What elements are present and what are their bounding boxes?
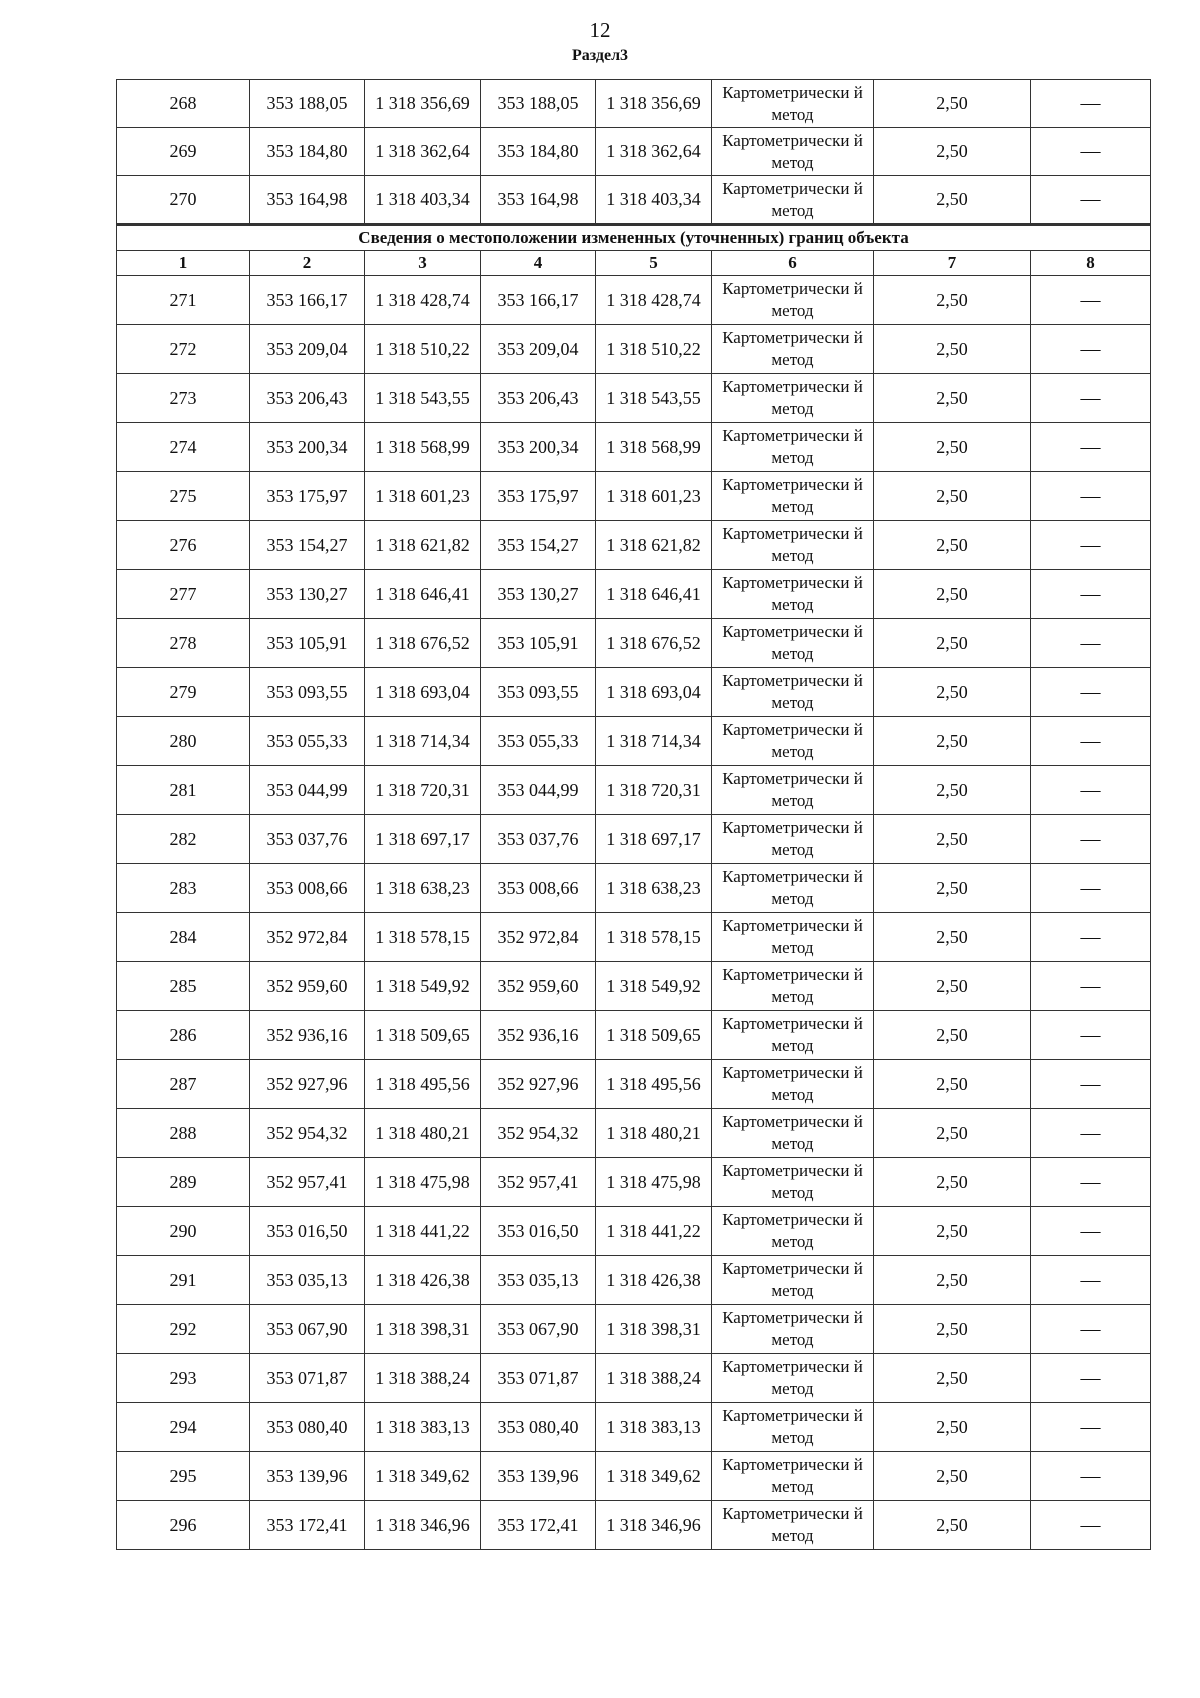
y-coordinate-new: 1 318 346,96	[596, 1501, 712, 1550]
point-number: 288	[117, 1109, 250, 1158]
table-row	[117, 128, 1151, 176]
note: —	[1031, 619, 1151, 668]
note: —	[1031, 423, 1151, 472]
x-coordinate-new: 353 172,41	[481, 1501, 596, 1550]
x-coordinate: 353 172,41	[250, 1501, 365, 1550]
x-coordinate-new: 352 936,16	[481, 1011, 596, 1060]
accuracy: 2,50	[874, 1305, 1031, 1354]
point-number: 290	[117, 1207, 250, 1256]
accuracy: 2,50	[874, 176, 1031, 225]
x-coordinate-new: 353 067,90	[481, 1305, 596, 1354]
determination-method: Картометрически й метод	[712, 1011, 874, 1060]
x-coordinate: 353 080,40	[250, 1403, 365, 1452]
determination-method: Картометрически й метод	[712, 864, 874, 913]
point-number: 274	[117, 423, 250, 472]
x-coordinate: 353 105,91	[250, 619, 365, 668]
x-coordinate: 353 037,76	[250, 815, 365, 864]
point-number: 269	[117, 128, 250, 176]
x-coordinate: 353 035,13	[250, 1256, 365, 1305]
y-coordinate-new: 1 318 720,31	[596, 766, 712, 815]
y-coordinate: 1 318 480,21	[365, 1109, 481, 1158]
y-coordinate: 1 318 509,65	[365, 1011, 481, 1060]
determination-method: Картометрически й метод	[712, 176, 874, 225]
accuracy: 2,50	[874, 374, 1031, 423]
accuracy: 2,50	[874, 1256, 1031, 1305]
y-coordinate-new: 1 318 509,65	[596, 1011, 712, 1060]
y-coordinate: 1 318 362,64	[365, 128, 481, 176]
y-coordinate-new: 1 318 646,41	[596, 570, 712, 619]
y-coordinate: 1 318 426,38	[365, 1256, 481, 1305]
note: —	[1031, 374, 1151, 423]
accuracy: 2,50	[874, 128, 1031, 176]
note: —	[1031, 717, 1151, 766]
point-number: 281	[117, 766, 250, 815]
x-coordinate: 353 071,87	[250, 1354, 365, 1403]
accuracy: 2,50	[874, 766, 1031, 815]
section-title: Раздел3	[571, 47, 629, 64]
point-number: 277	[117, 570, 250, 619]
x-coordinate-new: 353 154,27	[481, 521, 596, 570]
note: —	[1031, 325, 1151, 374]
accuracy: 2,50	[874, 1158, 1031, 1207]
x-coordinate: 353 055,33	[250, 717, 365, 766]
table-row	[117, 766, 1151, 815]
table-row	[117, 1403, 1151, 1452]
y-coordinate: 1 318 568,99	[365, 423, 481, 472]
determination-method: Картометрически й метод	[712, 1207, 874, 1256]
table-row	[117, 423, 1151, 472]
table-row	[117, 80, 1151, 128]
accuracy: 2,50	[874, 864, 1031, 913]
point-number: 283	[117, 864, 250, 913]
y-coordinate-new: 1 318 480,21	[596, 1109, 712, 1158]
x-coordinate: 352 936,16	[250, 1011, 365, 1060]
y-coordinate: 1 318 349,62	[365, 1452, 481, 1501]
column-numbers-row	[117, 251, 1151, 276]
determination-method: Картометрически й метод	[712, 325, 874, 374]
column-number: 8	[1031, 251, 1151, 276]
y-coordinate: 1 318 697,17	[365, 815, 481, 864]
y-coordinate: 1 318 714,34	[365, 717, 481, 766]
x-coordinate-new: 353 071,87	[481, 1354, 596, 1403]
y-coordinate: 1 318 549,92	[365, 962, 481, 1011]
accuracy: 2,50	[874, 325, 1031, 374]
determination-method: Картометрически й метод	[712, 1305, 874, 1354]
determination-method: Картометрически й метод	[712, 1354, 874, 1403]
x-coordinate-new: 352 959,60	[481, 962, 596, 1011]
determination-method: Картометрически й метод	[712, 962, 874, 1011]
point-number: 278	[117, 619, 250, 668]
point-number: 268	[117, 80, 250, 128]
note: —	[1031, 1158, 1151, 1207]
y-coordinate: 1 318 495,56	[365, 1060, 481, 1109]
x-coordinate: 352 972,84	[250, 913, 365, 962]
y-coordinate-new: 1 318 549,92	[596, 962, 712, 1011]
x-coordinate-new: 353 130,27	[481, 570, 596, 619]
table-row	[117, 276, 1151, 325]
note: —	[1031, 913, 1151, 962]
note: —	[1031, 521, 1151, 570]
x-coordinate: 353 130,27	[250, 570, 365, 619]
x-coordinate-new: 353 166,17	[481, 276, 596, 325]
y-coordinate-new: 1 318 362,64	[596, 128, 712, 176]
note: —	[1031, 176, 1151, 225]
point-number: 286	[117, 1011, 250, 1060]
y-coordinate-new: 1 318 428,74	[596, 276, 712, 325]
table-row	[117, 815, 1151, 864]
x-coordinate-new: 352 927,96	[481, 1060, 596, 1109]
table-row	[117, 1256, 1151, 1305]
y-coordinate-new: 1 318 697,17	[596, 815, 712, 864]
x-coordinate-new: 353 209,04	[481, 325, 596, 374]
note: —	[1031, 276, 1151, 325]
y-coordinate-new: 1 318 403,34	[596, 176, 712, 225]
x-coordinate: 353 044,99	[250, 766, 365, 815]
x-coordinate-new: 353 139,96	[481, 1452, 596, 1501]
y-coordinate: 1 318 601,23	[365, 472, 481, 521]
accuracy: 2,50	[874, 962, 1031, 1011]
determination-method: Картометрически й метод	[712, 1060, 874, 1109]
table-row	[117, 374, 1151, 423]
point-number: 275	[117, 472, 250, 521]
determination-method: Картометрически й метод	[712, 276, 874, 325]
accuracy: 2,50	[874, 1501, 1031, 1550]
note: —	[1031, 128, 1151, 176]
y-coordinate-new: 1 318 601,23	[596, 472, 712, 521]
y-coordinate-new: 1 318 495,56	[596, 1060, 712, 1109]
x-coordinate-new: 353 164,98	[481, 176, 596, 225]
x-coordinate: 353 139,96	[250, 1452, 365, 1501]
y-coordinate: 1 318 383,13	[365, 1403, 481, 1452]
accuracy: 2,50	[874, 717, 1031, 766]
accuracy: 2,50	[874, 1452, 1031, 1501]
note: —	[1031, 570, 1151, 619]
y-coordinate: 1 318 441,22	[365, 1207, 481, 1256]
point-number: 294	[117, 1403, 250, 1452]
table-row	[117, 1060, 1151, 1109]
accuracy: 2,50	[874, 1109, 1031, 1158]
y-coordinate: 1 318 388,24	[365, 1354, 481, 1403]
y-coordinate: 1 318 638,23	[365, 864, 481, 913]
column-number: 4	[481, 251, 596, 276]
y-coordinate-new: 1 318 676,52	[596, 619, 712, 668]
table-row	[117, 1011, 1151, 1060]
table-row	[117, 176, 1151, 225]
x-coordinate: 352 954,32	[250, 1109, 365, 1158]
point-number: 279	[117, 668, 250, 717]
y-coordinate: 1 318 403,34	[365, 176, 481, 225]
accuracy: 2,50	[874, 521, 1031, 570]
y-coordinate-new: 1 318 568,99	[596, 423, 712, 472]
x-coordinate: 353 175,97	[250, 472, 365, 521]
y-coordinate-new: 1 318 383,13	[596, 1403, 712, 1452]
determination-method: Картометрически й метод	[712, 766, 874, 815]
x-coordinate: 353 200,34	[250, 423, 365, 472]
table-row	[117, 521, 1151, 570]
y-coordinate: 1 318 693,04	[365, 668, 481, 717]
y-coordinate: 1 318 475,98	[365, 1158, 481, 1207]
point-number: 289	[117, 1158, 250, 1207]
point-number: 272	[117, 325, 250, 374]
note: —	[1031, 1207, 1151, 1256]
y-coordinate: 1 318 578,15	[365, 913, 481, 962]
x-coordinate: 352 959,60	[250, 962, 365, 1011]
column-number: 1	[117, 251, 250, 276]
determination-method: Картометрически й метод	[712, 913, 874, 962]
x-coordinate-new: 353 200,34	[481, 423, 596, 472]
x-coordinate-new: 352 972,84	[481, 913, 596, 962]
note: —	[1031, 766, 1151, 815]
determination-method: Картометрически й метод	[712, 1256, 874, 1305]
x-coordinate: 353 166,17	[250, 276, 365, 325]
table-row	[117, 864, 1151, 913]
accuracy: 2,50	[874, 570, 1031, 619]
accuracy: 2,50	[874, 423, 1031, 472]
determination-method: Картометрически й метод	[712, 1501, 874, 1550]
y-coordinate-new: 1 318 578,15	[596, 913, 712, 962]
point-number: 273	[117, 374, 250, 423]
x-coordinate: 352 927,96	[250, 1060, 365, 1109]
x-coordinate: 352 957,41	[250, 1158, 365, 1207]
x-coordinate: 353 093,55	[250, 668, 365, 717]
determination-method: Картометрически й метод	[712, 128, 874, 176]
note: —	[1031, 1256, 1151, 1305]
y-coordinate-new: 1 318 388,24	[596, 1354, 712, 1403]
y-coordinate-new: 1 318 426,38	[596, 1256, 712, 1305]
point-number: 292	[117, 1305, 250, 1354]
boundary-points-table	[116, 79, 1151, 1550]
note: —	[1031, 1354, 1151, 1403]
page-number: 12	[589, 18, 611, 42]
column-number: 5	[596, 251, 712, 276]
y-coordinate-new: 1 318 398,31	[596, 1305, 712, 1354]
accuracy: 2,50	[874, 276, 1031, 325]
table-row	[117, 1207, 1151, 1256]
determination-method: Картометрически й метод	[712, 1452, 874, 1501]
point-number: 285	[117, 962, 250, 1011]
column-number: 3	[365, 251, 481, 276]
accuracy: 2,50	[874, 815, 1031, 864]
y-coordinate: 1 318 398,31	[365, 1305, 481, 1354]
table-row	[117, 668, 1151, 717]
y-coordinate-new: 1 318 621,82	[596, 521, 712, 570]
y-coordinate: 1 318 646,41	[365, 570, 481, 619]
y-coordinate: 1 318 346,96	[365, 1501, 481, 1550]
note: —	[1031, 815, 1151, 864]
determination-method: Картометрически й метод	[712, 1403, 874, 1452]
y-coordinate-new: 1 318 510,22	[596, 325, 712, 374]
point-number: 293	[117, 1354, 250, 1403]
x-coordinate-new: 353 008,66	[481, 864, 596, 913]
accuracy: 2,50	[874, 619, 1031, 668]
table-row	[117, 1452, 1151, 1501]
accuracy: 2,50	[874, 80, 1031, 128]
accuracy: 2,50	[874, 472, 1031, 521]
y-coordinate: 1 318 720,31	[365, 766, 481, 815]
point-number: 284	[117, 913, 250, 962]
column-number: 7	[874, 251, 1031, 276]
table-row	[117, 913, 1151, 962]
determination-method: Картометрически й метод	[712, 1158, 874, 1207]
point-number: 282	[117, 815, 250, 864]
accuracy: 2,50	[874, 913, 1031, 962]
y-coordinate: 1 318 510,22	[365, 325, 481, 374]
y-coordinate: 1 318 543,55	[365, 374, 481, 423]
note: —	[1031, 864, 1151, 913]
x-coordinate: 353 067,90	[250, 1305, 365, 1354]
note: —	[1031, 1403, 1151, 1452]
x-coordinate-new: 353 037,76	[481, 815, 596, 864]
note: —	[1031, 80, 1151, 128]
y-coordinate-new: 1 318 714,34	[596, 717, 712, 766]
accuracy: 2,50	[874, 1011, 1031, 1060]
y-coordinate-new: 1 318 349,62	[596, 1452, 712, 1501]
determination-method: Картометрически й метод	[712, 472, 874, 521]
point-number: 295	[117, 1452, 250, 1501]
y-coordinate: 1 318 428,74	[365, 276, 481, 325]
accuracy: 2,50	[874, 1354, 1031, 1403]
table-row	[117, 1158, 1151, 1207]
determination-method: Картометрически й метод	[712, 80, 874, 128]
column-number: 2	[250, 251, 365, 276]
y-coordinate-new: 1 318 638,23	[596, 864, 712, 913]
accuracy: 2,50	[874, 1207, 1031, 1256]
point-number: 280	[117, 717, 250, 766]
table-row	[117, 962, 1151, 1011]
note: —	[1031, 1011, 1151, 1060]
x-coordinate-new: 353 055,33	[481, 717, 596, 766]
x-coordinate: 353 206,43	[250, 374, 365, 423]
x-coordinate: 353 016,50	[250, 1207, 365, 1256]
note: —	[1031, 1501, 1151, 1550]
x-coordinate-new: 353 184,80	[481, 128, 596, 176]
table-row	[117, 1501, 1151, 1550]
determination-method: Картометрически й метод	[712, 374, 874, 423]
note: —	[1031, 472, 1151, 521]
x-coordinate-new: 352 957,41	[481, 1158, 596, 1207]
point-number: 276	[117, 521, 250, 570]
y-coordinate: 1 318 676,52	[365, 619, 481, 668]
x-coordinate: 353 209,04	[250, 325, 365, 374]
table-row	[117, 325, 1151, 374]
note: —	[1031, 1305, 1151, 1354]
point-number: 296	[117, 1501, 250, 1550]
determination-method: Картометрически й метод	[712, 619, 874, 668]
accuracy: 2,50	[874, 668, 1031, 717]
y-coordinate-new: 1 318 475,98	[596, 1158, 712, 1207]
y-coordinate-new: 1 318 693,04	[596, 668, 712, 717]
point-number: 271	[117, 276, 250, 325]
y-coordinate: 1 318 621,82	[365, 521, 481, 570]
x-coordinate-new: 353 188,05	[481, 80, 596, 128]
y-coordinate-new: 1 318 543,55	[596, 374, 712, 423]
y-coordinate: 1 318 356,69	[365, 80, 481, 128]
determination-method: Картометрически й метод	[712, 668, 874, 717]
x-coordinate-new: 353 044,99	[481, 766, 596, 815]
table-row	[117, 570, 1151, 619]
x-coordinate-new: 353 016,50	[481, 1207, 596, 1256]
table-row	[117, 472, 1151, 521]
table-row	[117, 619, 1151, 668]
x-coordinate-new: 353 206,43	[481, 374, 596, 423]
x-coordinate: 353 154,27	[250, 521, 365, 570]
determination-method: Картометрически й метод	[712, 1109, 874, 1158]
note: —	[1031, 1060, 1151, 1109]
table-row	[117, 1305, 1151, 1354]
table-row	[117, 717, 1151, 766]
point-number: 291	[117, 1256, 250, 1305]
x-coordinate: 353 008,66	[250, 864, 365, 913]
x-coordinate-new: 353 093,55	[481, 668, 596, 717]
x-coordinate-new: 353 035,13	[481, 1256, 596, 1305]
table-row	[117, 1109, 1151, 1158]
point-number: 287	[117, 1060, 250, 1109]
note: —	[1031, 1109, 1151, 1158]
note: —	[1031, 962, 1151, 1011]
determination-method: Картометрически й метод	[712, 570, 874, 619]
x-coordinate: 353 164,98	[250, 176, 365, 225]
y-coordinate-new: 1 318 441,22	[596, 1207, 712, 1256]
x-coordinate-new: 353 175,97	[481, 472, 596, 521]
determination-method: Картометрически й метод	[712, 815, 874, 864]
x-coordinate-new: 353 080,40	[481, 1403, 596, 1452]
table-row	[117, 1354, 1151, 1403]
determination-method: Картометрически й метод	[712, 521, 874, 570]
y-coordinate-new: 1 318 356,69	[596, 80, 712, 128]
note: —	[1031, 668, 1151, 717]
note: —	[1031, 1452, 1151, 1501]
x-coordinate: 353 188,05	[250, 80, 365, 128]
determination-method: Картометрически й метод	[712, 717, 874, 766]
section-heading-row	[117, 225, 1151, 251]
column-number: 6	[712, 251, 874, 276]
section-heading: Сведения о местоположении измененных (уточненных) границ объекта	[117, 225, 1151, 251]
accuracy: 2,50	[874, 1060, 1031, 1109]
x-coordinate-new: 352 954,32	[481, 1109, 596, 1158]
determination-method: Картометрически й метод	[712, 423, 874, 472]
x-coordinate-new: 353 105,91	[481, 619, 596, 668]
x-coordinate: 353 184,80	[250, 128, 365, 176]
point-number: 270	[117, 176, 250, 225]
accuracy: 2,50	[874, 1403, 1031, 1452]
